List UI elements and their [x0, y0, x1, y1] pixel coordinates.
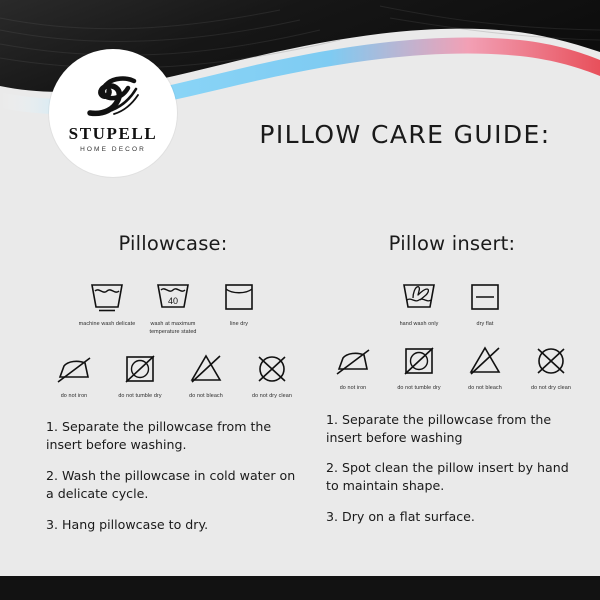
- symbol-caption: do not bleach: [468, 384, 502, 391]
- symbol-do-not-iron: [320, 339, 386, 393]
- page-title: PILLOW CARE GUIDE:: [259, 120, 551, 149]
- instruction-item: 2. Spot clean the pillow insert by hand to maintain shape.: [326, 460, 569, 494]
- symbol-caption: hand wash only: [399, 321, 439, 327]
- pillow-insert-instructions: [318, 411, 586, 526]
- brand-name: STUPELL: [68, 124, 158, 143]
- symbol-caption: do not tumble dry: [118, 392, 162, 399]
- symbol-hand-wash-only: [386, 275, 452, 329]
- do-not-tumble-dry-icon: [117, 347, 163, 389]
- instruction-item: 1. Separate the pillowcase from the insert before washing: [326, 411, 552, 445]
- symbol-caption: line dry: [229, 321, 249, 327]
- wash-max-temperature-40-icon: [150, 275, 196, 317]
- hand-wash-only-icon: [396, 275, 442, 317]
- symbol-caption: do not bleach: [189, 392, 223, 399]
- symbol-caption: do not dry clean: [252, 392, 292, 399]
- symbol-do-not-dry-clean: [518, 339, 584, 393]
- brand-logo-badge: [49, 49, 177, 177]
- symbol-caption: do not iron: [339, 384, 367, 391]
- do-not-tumble-dry-icon: [396, 339, 442, 381]
- pillowcase-section: [38, 232, 308, 547]
- pillowcase-heading: Pillowcase:: [118, 232, 228, 255]
- do-not-bleach-icon: [183, 347, 229, 389]
- symbol-caption: wash at maximum temperature stated: [149, 321, 197, 335]
- stupell-swirl-logo-icon: [84, 73, 142, 121]
- instruction-item: 2. Wash the pillowcase in cold water on a delicate cycle.: [46, 468, 296, 502]
- line-dry-icon: [216, 275, 262, 317]
- pillow-insert-heading: Pillow insert:: [388, 232, 516, 255]
- instruction-item: 3. Hang pillowcase to dry.: [46, 516, 209, 532]
- symbol-do-not-tumble-dry: [386, 339, 452, 393]
- svg-text:40: 40: [167, 296, 179, 306]
- pillowcase-instructions: [38, 418, 308, 533]
- symbol-caption: do not tumble dry: [397, 384, 441, 391]
- brand-tagline: HOME DECOR: [80, 146, 146, 153]
- symbol-machine-wash-delicate: [74, 275, 140, 329]
- pillowcase-symbol-row-2: [38, 347, 308, 401]
- bottom-black-band: [0, 576, 600, 600]
- symbol-do-not-tumble-dry: [107, 347, 173, 401]
- symbol-caption: machine wash delicate: [78, 321, 136, 327]
- symbol-do-not-iron: [41, 347, 107, 401]
- pillow-insert-section: [318, 232, 586, 539]
- do-not-dry-clean-icon: [528, 339, 574, 381]
- instruction-item: 1. Separate the pillowcase from the insert before washing.: [46, 419, 272, 453]
- symbol-line-dry: [206, 275, 272, 329]
- do-not-dry-clean-icon: [249, 347, 295, 389]
- symbol-dry-flat: [452, 275, 518, 329]
- symbol-wash-max-temperature: [140, 275, 206, 337]
- symbol-caption: do not iron: [60, 392, 88, 399]
- symbol-do-not-dry-clean: [239, 347, 305, 401]
- pillow-insert-symbol-row-2: [318, 339, 586, 393]
- symbol-caption: dry flat: [476, 321, 494, 327]
- do-not-iron-icon: [51, 347, 97, 389]
- machine-wash-delicate-icon: [84, 275, 130, 317]
- pillow-insert-symbol-row-1: [318, 275, 586, 329]
- do-not-iron-icon: [330, 339, 376, 381]
- instruction-item: 3. Dry on a flat surface.: [326, 509, 475, 525]
- dry-flat-icon: [462, 275, 508, 317]
- symbol-do-not-bleach: [452, 339, 518, 393]
- symbol-caption: do not dry clean: [531, 384, 571, 391]
- pillowcase-symbol-row-1: [38, 275, 308, 337]
- symbol-do-not-bleach: [173, 347, 239, 401]
- do-not-bleach-icon: [462, 339, 508, 381]
